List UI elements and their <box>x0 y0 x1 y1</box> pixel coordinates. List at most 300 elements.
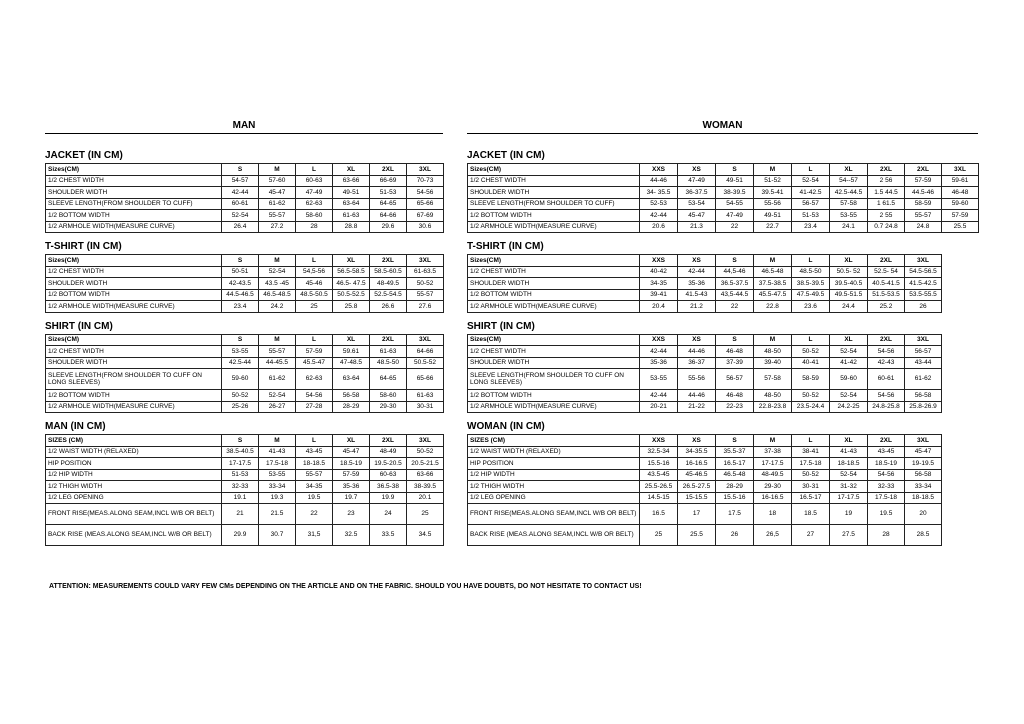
measurement-value: 30.7 <box>259 525 296 546</box>
measurement-value: 34-35 <box>640 278 678 290</box>
size-header: 2XL <box>868 334 905 346</box>
measurement-label: 1/2 CHEST WIDTH <box>468 266 640 278</box>
measurement-value: 32-33 <box>222 481 259 493</box>
measurement-value: 46.5-48 <box>716 469 754 481</box>
measurement-value: 58-59 <box>792 369 830 390</box>
measurement-value: 19.1 <box>222 492 259 504</box>
measurement-value: 50.5-52 <box>407 357 444 369</box>
measurement-value: 22 <box>296 504 333 525</box>
measurement-value: 52.5-54.5 <box>370 289 407 301</box>
size-header: S <box>222 164 259 176</box>
measurement-label: 1/2 ARMHOLE WIDTH(MEASURE CURVE) <box>468 401 640 413</box>
measurement-value: 46.5-48 <box>754 266 792 278</box>
measurement-value: 40.5-41.5 <box>868 278 905 290</box>
measurement-label: 1/2 ARMHOLE WIDTH(MEASURE CURVE) <box>46 301 222 313</box>
measurement-value: 54-56 <box>296 390 333 402</box>
size-header: S <box>222 334 259 346</box>
measurement-value: 20.5-21.5 <box>407 458 444 470</box>
measurement-value: 20.6 <box>640 221 678 233</box>
measurement-value: 17-17.5 <box>222 458 259 470</box>
woman-pants-title: WOMAN (IN CM) <box>467 421 545 432</box>
sizes-label: Sizes(CM) <box>468 334 640 346</box>
measurement-value: 50-52 <box>792 469 830 481</box>
measurement-value: 48.5-50.5 <box>296 289 333 301</box>
measurement-value: 20 <box>905 504 942 525</box>
measurement-value: 26,5 <box>754 525 792 546</box>
measurement-value: 27.6 <box>407 301 444 313</box>
measurement-value: 54-56 <box>868 390 905 402</box>
measurement-value: 54-55 <box>716 198 754 210</box>
measurement-value: 53-55 <box>222 346 259 358</box>
size-header: M <box>754 334 792 346</box>
measurement-value: 28 <box>868 525 905 546</box>
measurement-value: 0.7 24.8 <box>868 221 905 233</box>
measurement-value: 28.8 <box>333 221 370 233</box>
measurement-value: 61-63 <box>407 390 444 402</box>
woman-column <box>467 118 978 546</box>
measurement-label: 1/2 ARMHOLE WIDTH(MEASURE CURVE) <box>468 301 640 313</box>
measurement-value: 24.1 <box>830 221 868 233</box>
size-header: S <box>716 334 754 346</box>
measurement-label: 1/2 ARMHOLE WIDTH(MEASURE CURVE) <box>468 221 640 233</box>
measurement-value: 55-56 <box>678 369 716 390</box>
measurement-value: 22.8-23.8 <box>754 401 792 413</box>
measurement-value: 55-57 <box>905 210 942 222</box>
man-shirt-table <box>45 334 444 414</box>
measurement-value: 33.5 <box>370 525 407 546</box>
measurement-value: 64-66 <box>407 346 444 358</box>
measurement-value: 20.1 <box>407 492 444 504</box>
measurement-value: 21.2 <box>678 301 716 313</box>
size-header: 3XL <box>905 435 942 447</box>
measurement-value: 34-35.5 <box>678 446 716 458</box>
measurement-value: 29-30 <box>370 401 407 413</box>
size-header: XL <box>333 435 370 447</box>
measurement-value: 37-39 <box>716 357 754 369</box>
size-header: XS <box>678 435 716 447</box>
measurement-value: 52-54 <box>259 266 296 278</box>
measurement-label: SHOULDER WIDTH <box>468 187 640 199</box>
measurement-value: 35-36 <box>678 278 716 290</box>
measurement-value: 61-63.5 <box>407 266 444 278</box>
measurement-value: 47-49 <box>678 175 716 187</box>
man-jacket-title: JACKET (IN CM) <box>45 150 123 161</box>
size-header: XS <box>678 255 716 267</box>
size-header: XL <box>830 255 868 267</box>
measurement-value: 45-46 <box>296 278 333 290</box>
measurement-row <box>468 369 942 390</box>
measurement-label: 1/2 BOTTOM WIDTH <box>46 390 222 402</box>
measurement-label: SHOULDER WIDTH <box>468 357 640 369</box>
measurement-value: 26.4 <box>222 221 259 233</box>
measurement-value: 39-40 <box>754 357 792 369</box>
measurement-value: 28-29 <box>333 401 370 413</box>
measurement-value: 55-56 <box>754 198 792 210</box>
measurement-row <box>468 481 942 493</box>
sizes-label: Sizes(CM) <box>468 255 640 267</box>
measurement-row <box>468 266 942 278</box>
measurement-value: 19 <box>830 504 868 525</box>
measurement-value: 52-53 <box>640 198 678 210</box>
measurement-value: 30.6 <box>407 221 444 233</box>
measurement-label: FRONT RISE(MEAS.ALONG SEAM,INCL W/B OR BELT) <box>468 504 640 525</box>
measurement-value: 49.5-51.5 <box>830 289 868 301</box>
man-jacket-table <box>45 163 444 233</box>
measurement-row <box>468 198 979 210</box>
sizes-label: Sizes(CM) <box>46 334 222 346</box>
size-header: M <box>259 435 296 447</box>
measurement-value: 55-57 <box>296 469 333 481</box>
measurement-value: 51.5-53.5 <box>868 289 905 301</box>
measurement-label: 1/2 THIGH WIDTH <box>468 481 640 493</box>
measurement-row <box>468 357 942 369</box>
measurement-value: 54-56 <box>407 187 444 199</box>
measurement-value: 1.5 44.5 <box>868 187 905 199</box>
size-header-row <box>468 435 942 447</box>
measurement-value: 2 55 <box>868 210 905 222</box>
measurement-value: 44-46 <box>678 390 716 402</box>
measurement-row <box>468 525 942 546</box>
measurement-value: 25 <box>640 525 678 546</box>
measurement-value: 25.8-26.9 <box>905 401 942 413</box>
measurement-value: 52-54 <box>830 469 868 481</box>
measurement-value: 48-49.5 <box>754 469 792 481</box>
size-header: L <box>296 435 333 447</box>
measurement-value: 31-32 <box>830 481 868 493</box>
measurement-value: 35.5-37 <box>716 446 754 458</box>
measurement-value: 44-46 <box>640 175 678 187</box>
measurement-label: 1/2 HIP WIDTH <box>46 469 222 481</box>
measurement-value: 51-53 <box>222 469 259 481</box>
measurement-value: 23.6 <box>792 301 830 313</box>
measurement-value: 18 <box>754 504 792 525</box>
measurement-label: 1/2 CHEST WIDTH <box>46 346 222 358</box>
measurement-value: 60-63 <box>296 175 333 187</box>
size-header-row <box>46 255 444 267</box>
measurement-value: 47-49 <box>296 187 333 199</box>
measurement-row <box>46 221 444 233</box>
measurement-value: 46-48 <box>716 346 754 358</box>
size-header: 3XL <box>942 164 979 176</box>
measurement-value: 61-62 <box>905 369 942 390</box>
measurement-row <box>468 221 979 233</box>
measurement-label: BACK RISE (MEAS.ALONG SEAM,INCL W/B OR BELT) <box>46 525 222 546</box>
measurement-value: 43-45 <box>296 446 333 458</box>
measurement-value: 45-47 <box>678 210 716 222</box>
measurement-row <box>46 198 444 210</box>
measurement-value: 42-44 <box>640 390 678 402</box>
measurement-value: 25 <box>407 504 444 525</box>
measurement-label: 1/2 BOTTOM WIDTH <box>46 289 222 301</box>
size-header: L <box>296 334 333 346</box>
measurement-label: HIP POSITION <box>468 458 640 470</box>
measurement-value: 17-17.5 <box>830 492 868 504</box>
measurement-value: 25.5-26.5 <box>640 481 678 493</box>
measurement-value: 51-53 <box>370 187 407 199</box>
size-header-row <box>468 164 979 176</box>
measurement-row <box>46 278 444 290</box>
measurement-value: 22.7 <box>754 221 792 233</box>
measurement-value: 30-31 <box>407 401 444 413</box>
measurement-value: 27 <box>792 525 830 546</box>
measurement-row <box>468 289 942 301</box>
measurement-label: SLEEVE LENGTH(FROM SHOULDER TO CUFF) <box>468 198 640 210</box>
measurement-value: 22 <box>716 301 754 313</box>
measurement-value: 56-58 <box>333 390 370 402</box>
measurement-value: 61-63 <box>333 210 370 222</box>
measurement-row <box>46 357 444 369</box>
measurement-value: 19.5 <box>868 504 905 525</box>
measurement-value: 50-52 <box>407 446 444 458</box>
measurement-value: 33-34 <box>905 481 942 493</box>
measurement-value: 53-55 <box>259 469 296 481</box>
measurement-row <box>468 458 942 470</box>
measurement-row <box>468 175 979 187</box>
measurement-value: 42.5-44.5 <box>830 187 868 199</box>
measurement-value: 30-31 <box>792 481 830 493</box>
measurement-value: 43,5-44.5 <box>716 289 754 301</box>
measurement-value: 19-19.5 <box>905 458 942 470</box>
measurement-value: 18-18.5 <box>905 492 942 504</box>
measurement-value: 65-66 <box>407 369 444 390</box>
measurement-row <box>468 346 942 358</box>
measurement-value: 65-66 <box>407 198 444 210</box>
measurement-value: 17.5-18 <box>259 458 296 470</box>
measurement-value: 17-17.5 <box>754 458 792 470</box>
measurement-value: 18-18.5 <box>296 458 333 470</box>
measurement-value: 52-54 <box>792 175 830 187</box>
measurement-row <box>46 301 444 313</box>
measurement-value: 49-51 <box>754 210 792 222</box>
measurement-row <box>46 346 444 358</box>
measurement-row <box>46 469 444 481</box>
woman-tshirt-table <box>467 254 942 313</box>
measurement-row <box>468 301 942 313</box>
measurement-label: SHOULDER WIDTH <box>46 187 222 199</box>
measurement-value: 41-42.5 <box>792 187 830 199</box>
measurement-label: 1/2 BOTTOM WIDTH <box>468 390 640 402</box>
measurement-value: 59-60 <box>942 198 979 210</box>
measurement-value: 53-54 <box>678 198 716 210</box>
size-header: L <box>296 164 333 176</box>
size-header: 2XL <box>868 164 905 176</box>
measurement-label: SLEEVE LENGTH(FROM SHOULDER TO CUFF ON LONG SLEEVES) <box>46 369 222 390</box>
measurement-value: 59-60 <box>830 369 868 390</box>
measurement-row <box>468 492 942 504</box>
measurement-value: 21 <box>222 504 259 525</box>
measurement-value: 18.5-19 <box>333 458 370 470</box>
sizes-label: Sizes(CM) <box>46 164 222 176</box>
measurement-value: 26.5-27.5 <box>678 481 716 493</box>
attention-note: ATTENTION: MEASUREMENTS COULD VARY FEW CMs DEPENDING ON THE ARTICLE AND ON THE FABRIC. SHOULD YOU HAVE DOUBTS, DO NOT HESITATE TO CONTACT US! <box>49 583 642 590</box>
measurement-value: 49-51 <box>716 175 754 187</box>
measurement-value: 25.8 <box>333 301 370 313</box>
measurement-value: 22 <box>716 221 754 233</box>
measurement-value: 47-49 <box>716 210 754 222</box>
measurement-value: 51-53 <box>792 210 830 222</box>
measurement-value: 54--57 <box>830 175 868 187</box>
measurement-value: 27.2 <box>259 221 296 233</box>
size-header: XS <box>678 334 716 346</box>
size-header: 2XL <box>370 164 407 176</box>
measurement-value: 23.4 <box>222 301 259 313</box>
measurement-value: 48-49.5 <box>370 278 407 290</box>
measurement-value: 36.5-37.5 <box>716 278 754 290</box>
measurement-value: 57-59 <box>942 210 979 222</box>
measurement-value: 19.3 <box>259 492 296 504</box>
man-title: MAN <box>45 118 443 134</box>
measurement-value: 52-54 <box>830 390 868 402</box>
measurement-value: 15.5-16 <box>716 492 754 504</box>
measurement-value: 52.5- 54 <box>868 266 905 278</box>
measurement-value: 52-54 <box>830 346 868 358</box>
measurement-label: 1/2 THIGH WIDTH <box>46 481 222 493</box>
size-header: S <box>716 435 754 447</box>
measurement-value: 61-63 <box>370 346 407 358</box>
size-header: XL <box>830 334 868 346</box>
measurement-value: 57-58 <box>830 198 868 210</box>
measurement-value: 67-69 <box>407 210 444 222</box>
measurement-value: 35-36 <box>640 357 678 369</box>
measurement-value: 48-50 <box>754 390 792 402</box>
measurement-label: 1/2 CHEST WIDTH <box>468 346 640 358</box>
measurement-row <box>46 458 444 470</box>
woman-pants-table <box>467 434 942 546</box>
measurement-value: 33-34 <box>259 481 296 493</box>
size-header: M <box>259 334 296 346</box>
measurement-label: SHOULDER WIDTH <box>46 278 222 290</box>
measurement-value: 45-47 <box>259 187 296 199</box>
size-header: 3XL <box>407 334 444 346</box>
size-header: L <box>792 164 830 176</box>
size-header: XL <box>333 255 370 267</box>
measurement-value: 54-56 <box>868 469 905 481</box>
measurement-value: 16.5-17 <box>716 458 754 470</box>
measurement-value: 42-44 <box>640 210 678 222</box>
measurement-value: 26 <box>716 525 754 546</box>
size-header: L <box>792 435 830 447</box>
measurement-value: 60-61 <box>868 369 905 390</box>
measurement-value: 42-43 <box>868 357 905 369</box>
measurement-value: 39.5-41 <box>754 187 792 199</box>
measurement-value: 38.5-39.5 <box>792 278 830 290</box>
measurement-label: 1/2 HIP WIDTH <box>468 469 640 481</box>
measurement-value: 49-51 <box>333 187 370 199</box>
measurement-value: 36.5-38 <box>370 481 407 493</box>
measurement-row <box>46 446 444 458</box>
measurement-value: 16-16.5 <box>678 458 716 470</box>
measurement-value: 57-59 <box>905 175 942 187</box>
measurement-value: 56-57 <box>792 198 830 210</box>
measurement-value: 58-60 <box>370 390 407 402</box>
measurement-label: SHOULDER WIDTH <box>468 278 640 290</box>
measurement-row <box>46 481 444 493</box>
measurement-value: 50.5- 52 <box>830 266 868 278</box>
measurement-value: 43-44 <box>905 357 942 369</box>
measurement-value: 38-41 <box>792 446 830 458</box>
measurement-value: 55-57 <box>259 210 296 222</box>
size-header: XXS <box>640 334 678 346</box>
measurement-value: 53-55 <box>640 369 678 390</box>
sizes-label: Sizes(CM) <box>46 255 222 267</box>
measurement-value: 52-54 <box>222 210 259 222</box>
measurement-label: SHOULDER WIDTH <box>46 357 222 369</box>
measurement-row <box>46 289 444 301</box>
size-header: 2XL <box>905 164 942 176</box>
measurement-label: 1/2 CHEST WIDTH <box>46 175 222 187</box>
measurement-value: 44.5-46 <box>905 187 942 199</box>
measurement-value: 17.5-18 <box>868 492 905 504</box>
measurement-value: 19.5 <box>296 492 333 504</box>
measurement-value: 32-33 <box>868 481 905 493</box>
measurement-value: 18.5 <box>792 504 830 525</box>
measurement-value: 24 <box>370 504 407 525</box>
measurement-value: 64-66 <box>370 210 407 222</box>
measurement-value: 1 61.5 <box>868 198 905 210</box>
sizes-label: Sizes(CM) <box>468 164 640 176</box>
woman-jacket-table <box>467 163 979 233</box>
size-header: 3XL <box>407 435 444 447</box>
measurement-value: 45-47 <box>333 446 370 458</box>
measurement-value: 41-43 <box>259 446 296 458</box>
measurement-value: 19.9 <box>370 492 407 504</box>
measurement-value: 24.2 <box>259 301 296 313</box>
measurement-value: 48-49 <box>370 446 407 458</box>
measurement-row <box>46 369 444 390</box>
measurement-value: 50-52 <box>792 346 830 358</box>
measurement-value: 29.6 <box>370 221 407 233</box>
measurement-value: 25.5 <box>942 221 979 233</box>
measurement-value: 32.5 <box>333 525 370 546</box>
sizes-label: SIZES (CM) <box>468 435 640 447</box>
measurement-row <box>468 446 942 458</box>
measurement-value: 44-45.5 <box>259 357 296 369</box>
measurement-value: 59-61 <box>942 175 979 187</box>
measurement-value: 52-54 <box>259 390 296 402</box>
measurement-value: 55-57 <box>259 346 296 358</box>
measurement-value: 38-39.5 <box>407 481 444 493</box>
size-header: M <box>259 255 296 267</box>
measurement-value: 46-48 <box>716 390 754 402</box>
measurement-value: 66-69 <box>370 175 407 187</box>
size-header: XL <box>333 334 370 346</box>
size-header: S <box>716 255 754 267</box>
measurement-value: 45.5-47.5 <box>754 289 792 301</box>
measurement-value: 41-43 <box>830 446 868 458</box>
measurement-label: 1/2 BOTTOM WIDTH <box>468 289 640 301</box>
size-header-row <box>46 435 444 447</box>
size-header: XL <box>830 164 868 176</box>
measurement-value: 60-61 <box>222 198 259 210</box>
measurement-value: 63-66 <box>333 175 370 187</box>
measurement-value: 23.5-24.4 <box>792 401 830 413</box>
measurement-value: 56-58 <box>905 390 942 402</box>
measurement-value: 50-52 <box>222 390 259 402</box>
size-header: M <box>754 255 792 267</box>
measurement-row <box>468 278 942 290</box>
measurement-label: HIP POSITION <box>46 458 222 470</box>
measurement-value: 22.8 <box>754 301 792 313</box>
measurement-value: 43.5-45 <box>640 469 678 481</box>
measurement-value: 56-57 <box>905 346 942 358</box>
measurement-value: 39.5-40.5 <box>830 278 868 290</box>
measurement-label: 1/2 CHEST WIDTH <box>46 266 222 278</box>
measurement-value: 22-23 <box>716 401 754 413</box>
measurement-row <box>468 390 942 402</box>
measurement-row <box>468 187 979 199</box>
measurement-row <box>46 525 444 546</box>
size-header: L <box>792 255 830 267</box>
